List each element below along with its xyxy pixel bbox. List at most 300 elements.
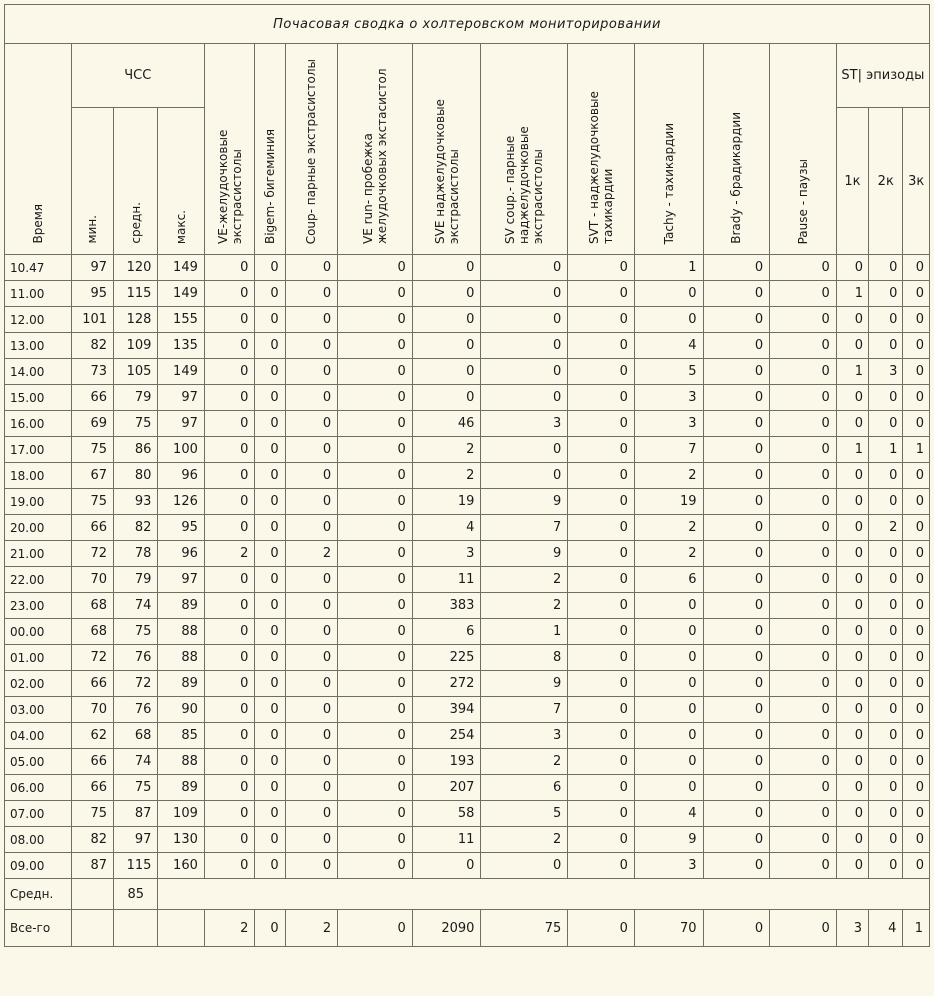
cell-ve-run: 0 xyxy=(338,827,413,853)
cell-st-3: 0 xyxy=(903,359,930,385)
cell-time: 12.00 xyxy=(5,307,72,333)
cell-sv-coup: 0 xyxy=(481,281,568,307)
cell-ve: 0 xyxy=(204,619,254,645)
cell-ve: 0 xyxy=(204,593,254,619)
cell-ve-run: 0 xyxy=(338,463,413,489)
cell-ve-run: 0 xyxy=(338,437,413,463)
header-hr-max xyxy=(158,108,204,255)
cell-st-1: 0 xyxy=(836,593,868,619)
cell-bigem: 0 xyxy=(255,697,285,723)
cell-sve: 225 xyxy=(412,645,481,671)
total-cell-st-1: 3 xyxy=(836,910,868,947)
cell-st-1: 1 xyxy=(836,437,868,463)
cell-brady: 0 xyxy=(703,411,770,437)
cell-hr-max: 97 xyxy=(158,385,204,411)
cell-hr-max: 97 xyxy=(158,567,204,593)
header-hr-min-label: мин. xyxy=(85,215,100,244)
table-row xyxy=(5,619,930,645)
cell-hr-min: 67 xyxy=(71,463,113,489)
header-ve-label: VE-желудочковые экстрасистолы xyxy=(215,129,244,244)
cell-st-1: 0 xyxy=(836,775,868,801)
cell-time: 15.00 xyxy=(5,385,72,411)
cell-st-1: 0 xyxy=(836,827,868,853)
header-time xyxy=(5,44,72,255)
cell-st-2: 0 xyxy=(869,281,903,307)
cell-coup: 0 xyxy=(285,281,337,307)
cell-sv-coup: 0 xyxy=(481,463,568,489)
cell-hr-max: 95 xyxy=(158,515,204,541)
cell-hr-min: 101 xyxy=(71,307,113,333)
cell-bigem: 0 xyxy=(255,827,285,853)
table-row xyxy=(5,593,930,619)
cell-st-1: 0 xyxy=(836,515,868,541)
cell-time: 13.00 xyxy=(5,333,72,359)
cell-sv-coup: 0 xyxy=(481,359,568,385)
cell-hr-max: 89 xyxy=(158,593,204,619)
cell-hr-min: 66 xyxy=(71,775,113,801)
cell-brady: 0 xyxy=(703,255,770,281)
total-cell-st-2: 4 xyxy=(869,910,903,947)
cell-tachy: 3 xyxy=(634,853,703,879)
cell-tachy: 1 xyxy=(634,255,703,281)
table-row xyxy=(5,671,930,697)
cell-ve-run: 0 xyxy=(338,801,413,827)
cell-brady: 0 xyxy=(703,567,770,593)
cell-hr-avg: 87 xyxy=(114,801,158,827)
total-cell-hr-avg xyxy=(114,910,158,947)
cell-ve: 0 xyxy=(204,307,254,333)
cell-st-1: 0 xyxy=(836,411,868,437)
cell-svt: 0 xyxy=(568,255,635,281)
cell-hr-avg: 74 xyxy=(114,749,158,775)
cell-st-3: 0 xyxy=(903,385,930,411)
cell-hr-max: 149 xyxy=(158,255,204,281)
cell-ve: 0 xyxy=(204,255,254,281)
header-st-group: ST| эпизоды xyxy=(836,44,929,108)
header-ve-run xyxy=(338,44,413,255)
header-brady xyxy=(703,44,770,255)
table-row xyxy=(5,463,930,489)
cell-svt: 0 xyxy=(568,775,635,801)
cell-ve: 0 xyxy=(204,827,254,853)
header-st-3: 3к xyxy=(903,108,930,255)
cell-st-2: 0 xyxy=(869,749,903,775)
total-cell-time: Все-го xyxy=(5,910,72,947)
cell-bigem: 0 xyxy=(255,567,285,593)
cell-time: 23.00 xyxy=(5,593,72,619)
header-bigem-label: Bigem- бигеминия xyxy=(262,128,277,244)
cell-hr-avg: 76 xyxy=(114,645,158,671)
table-row xyxy=(5,697,930,723)
cell-pause: 0 xyxy=(770,723,837,749)
header-hr-group: ЧСС xyxy=(71,44,204,108)
cell-tachy: 5 xyxy=(634,359,703,385)
cell-svt: 0 xyxy=(568,359,635,385)
cell-hr-min: 75 xyxy=(71,489,113,515)
total-cell-hr-max xyxy=(158,910,204,947)
header-tachy xyxy=(634,44,703,255)
table-row xyxy=(5,333,930,359)
cell-time: 16.00 xyxy=(5,411,72,437)
cell-brady: 0 xyxy=(703,307,770,333)
cell-tachy: 2 xyxy=(634,463,703,489)
table-row xyxy=(5,307,930,333)
cell-svt: 0 xyxy=(568,853,635,879)
cell-time: 02.00 xyxy=(5,671,72,697)
average-empty-rest xyxy=(158,879,930,910)
cell-time: 20.00 xyxy=(5,515,72,541)
cell-brady: 0 xyxy=(703,515,770,541)
cell-ve: 0 xyxy=(204,463,254,489)
header-hr-avg xyxy=(114,108,158,255)
cell-sv-coup: 2 xyxy=(481,567,568,593)
table-body xyxy=(5,255,930,879)
cell-sve: 0 xyxy=(412,255,481,281)
cell-coup: 0 xyxy=(285,619,337,645)
cell-tachy: 0 xyxy=(634,281,703,307)
cell-st-2: 3 xyxy=(869,359,903,385)
cell-sve: 11 xyxy=(412,567,481,593)
cell-coup: 2 xyxy=(285,541,337,567)
cell-hr-max: 155 xyxy=(158,307,204,333)
cell-hr-max: 149 xyxy=(158,359,204,385)
cell-time: 01.00 xyxy=(5,645,72,671)
cell-ve-run: 0 xyxy=(338,749,413,775)
cell-ve-run: 0 xyxy=(338,619,413,645)
header-coup-label: Coup- парные экстрасистолы xyxy=(304,58,319,244)
cell-brady: 0 xyxy=(703,645,770,671)
cell-brady: 0 xyxy=(703,697,770,723)
header-sv-coup-label: SV coup.- парные наджелудочковые экстрасистолы xyxy=(503,126,546,244)
cell-bigem: 0 xyxy=(255,307,285,333)
cell-hr-max: 149 xyxy=(158,281,204,307)
table-row xyxy=(5,515,930,541)
cell-bigem: 0 xyxy=(255,437,285,463)
cell-sve: 193 xyxy=(412,749,481,775)
cell-sve: 58 xyxy=(412,801,481,827)
cell-brady: 0 xyxy=(703,541,770,567)
cell-svt: 0 xyxy=(568,281,635,307)
cell-sve: 11 xyxy=(412,827,481,853)
header-svt-label: SVT - наджелудочковые тахикардии xyxy=(587,91,616,244)
cell-hr-avg: 82 xyxy=(114,515,158,541)
cell-sv-coup: 1 xyxy=(481,619,568,645)
cell-sv-coup: 2 xyxy=(481,593,568,619)
cell-ve: 0 xyxy=(204,567,254,593)
cell-hr-min: 66 xyxy=(71,749,113,775)
cell-sv-coup: 9 xyxy=(481,671,568,697)
cell-sve: 254 xyxy=(412,723,481,749)
cell-time: 22.00 xyxy=(5,567,72,593)
cell-tachy: 0 xyxy=(634,697,703,723)
cell-coup: 0 xyxy=(285,255,337,281)
table-row xyxy=(5,385,930,411)
table-row xyxy=(5,255,930,281)
cell-bigem: 0 xyxy=(255,359,285,385)
cell-ve: 0 xyxy=(204,385,254,411)
total-cell-ve-run: 0 xyxy=(338,910,413,947)
table-row xyxy=(5,567,930,593)
table-row xyxy=(5,749,930,775)
cell-bigem: 0 xyxy=(255,463,285,489)
cell-sve: 383 xyxy=(412,593,481,619)
cell-st-1: 0 xyxy=(836,749,868,775)
cell-hr-min: 97 xyxy=(71,255,113,281)
cell-ve: 0 xyxy=(204,333,254,359)
cell-pause: 0 xyxy=(770,775,837,801)
cell-hr-avg: 79 xyxy=(114,385,158,411)
cell-hr-min: 69 xyxy=(71,411,113,437)
cell-st-3: 0 xyxy=(903,489,930,515)
cell-hr-max: 109 xyxy=(158,801,204,827)
cell-pause: 0 xyxy=(770,749,837,775)
cell-coup: 0 xyxy=(285,853,337,879)
cell-st-3: 0 xyxy=(903,593,930,619)
cell-svt: 0 xyxy=(568,567,635,593)
total-cell-sv-coup: 75 xyxy=(481,910,568,947)
cell-coup: 0 xyxy=(285,463,337,489)
cell-sve: 0 xyxy=(412,281,481,307)
table-row xyxy=(5,827,930,853)
cell-ve-run: 0 xyxy=(338,281,413,307)
total-cell-svt: 0 xyxy=(568,910,635,947)
cell-hr-max: 96 xyxy=(158,463,204,489)
cell-ve: 0 xyxy=(204,749,254,775)
cell-ve: 0 xyxy=(204,801,254,827)
cell-ve-run: 0 xyxy=(338,645,413,671)
cell-st-3: 0 xyxy=(903,645,930,671)
cell-time: 03.00 xyxy=(5,697,72,723)
cell-pause: 0 xyxy=(770,437,837,463)
cell-hr-min: 75 xyxy=(71,437,113,463)
table-row xyxy=(5,723,930,749)
cell-ve: 0 xyxy=(204,671,254,697)
header-ve-run-label: VE run- пробежка желудочковых экстасистол xyxy=(360,68,389,244)
total-cell-tachy: 70 xyxy=(634,910,703,947)
cell-time: 19.00 xyxy=(5,489,72,515)
header-brady-label: Brady - брадикардии xyxy=(729,112,744,244)
cell-tachy: 2 xyxy=(634,541,703,567)
header-sve xyxy=(412,44,481,255)
cell-st-2: 0 xyxy=(869,801,903,827)
cell-sv-coup: 3 xyxy=(481,723,568,749)
cell-time: 18.00 xyxy=(5,463,72,489)
cell-st-2: 0 xyxy=(869,463,903,489)
cell-sv-coup: 6 xyxy=(481,775,568,801)
cell-pause: 0 xyxy=(770,333,837,359)
cell-ve: 2 xyxy=(204,541,254,567)
cell-sv-coup: 0 xyxy=(481,255,568,281)
cell-brady: 0 xyxy=(703,281,770,307)
cell-st-2: 0 xyxy=(869,671,903,697)
total-cell-st-3: 1 xyxy=(903,910,930,947)
cell-sve: 0 xyxy=(412,333,481,359)
cell-bigem: 0 xyxy=(255,775,285,801)
cell-sve: 19 xyxy=(412,489,481,515)
cell-hr-min: 66 xyxy=(71,515,113,541)
cell-time: 06.00 xyxy=(5,775,72,801)
cell-ve-run: 0 xyxy=(338,671,413,697)
cell-st-1: 0 xyxy=(836,645,868,671)
cell-st-1: 0 xyxy=(836,619,868,645)
cell-ve: 0 xyxy=(204,281,254,307)
cell-coup: 0 xyxy=(285,515,337,541)
cell-tachy: 0 xyxy=(634,775,703,801)
cell-st-3: 1 xyxy=(903,437,930,463)
cell-coup: 0 xyxy=(285,593,337,619)
cell-hr-max: 88 xyxy=(158,619,204,645)
cell-pause: 0 xyxy=(770,697,837,723)
cell-hr-min: 66 xyxy=(71,385,113,411)
cell-ve-run: 0 xyxy=(338,541,413,567)
cell-sv-coup: 9 xyxy=(481,489,568,515)
cell-hr-min: 72 xyxy=(71,541,113,567)
cell-bigem: 0 xyxy=(255,593,285,619)
cell-st-2: 0 xyxy=(869,307,903,333)
table-row xyxy=(5,489,930,515)
cell-brady: 0 xyxy=(703,723,770,749)
cell-svt: 0 xyxy=(568,463,635,489)
cell-sve: 0 xyxy=(412,307,481,333)
cell-ve-run: 0 xyxy=(338,853,413,879)
cell-coup: 0 xyxy=(285,749,337,775)
cell-st-3: 0 xyxy=(903,463,930,489)
cell-ve-run: 0 xyxy=(338,359,413,385)
cell-coup: 0 xyxy=(285,775,337,801)
cell-st-3: 0 xyxy=(903,723,930,749)
cell-svt: 0 xyxy=(568,645,635,671)
cell-bigem: 0 xyxy=(255,645,285,671)
cell-coup: 0 xyxy=(285,723,337,749)
cell-st-2: 0 xyxy=(869,541,903,567)
cell-st-1: 0 xyxy=(836,801,868,827)
cell-time: 17.00 xyxy=(5,437,72,463)
cell-ve-run: 0 xyxy=(338,307,413,333)
cell-sv-coup: 0 xyxy=(481,385,568,411)
cell-st-2: 2 xyxy=(869,515,903,541)
cell-st-2: 0 xyxy=(869,827,903,853)
cell-st-1: 0 xyxy=(836,723,868,749)
cell-sve: 2 xyxy=(412,463,481,489)
cell-pause: 0 xyxy=(770,515,837,541)
cell-coup: 0 xyxy=(285,489,337,515)
table-row xyxy=(5,645,930,671)
cell-ve-run: 0 xyxy=(338,723,413,749)
cell-brady: 0 xyxy=(703,749,770,775)
cell-pause: 0 xyxy=(770,541,837,567)
cell-hr-min: 68 xyxy=(71,619,113,645)
cell-ve-run: 0 xyxy=(338,411,413,437)
cell-coup: 0 xyxy=(285,697,337,723)
cell-ve-run: 0 xyxy=(338,775,413,801)
cell-st-3: 0 xyxy=(903,515,930,541)
cell-hr-min: 68 xyxy=(71,593,113,619)
table-row xyxy=(5,541,930,567)
cell-tachy: 4 xyxy=(634,333,703,359)
holter-summary-table xyxy=(4,4,930,947)
cell-ve: 0 xyxy=(204,489,254,515)
cell-st-3: 0 xyxy=(903,619,930,645)
cell-hr-avg: 76 xyxy=(114,697,158,723)
cell-sv-coup: 0 xyxy=(481,853,568,879)
cell-sve: 46 xyxy=(412,411,481,437)
cell-coup: 0 xyxy=(285,645,337,671)
cell-hr-avg: 74 xyxy=(114,593,158,619)
cell-sve: 0 xyxy=(412,385,481,411)
cell-hr-min: 75 xyxy=(71,801,113,827)
cell-hr-avg: 115 xyxy=(114,853,158,879)
cell-ve: 0 xyxy=(204,775,254,801)
cell-hr-avg: 75 xyxy=(114,775,158,801)
cell-bigem: 0 xyxy=(255,723,285,749)
cell-st-3: 0 xyxy=(903,853,930,879)
total-cell-sve: 2090 xyxy=(412,910,481,947)
cell-hr-max: 97 xyxy=(158,411,204,437)
cell-sv-coup: 0 xyxy=(481,437,568,463)
cell-sve: 207 xyxy=(412,775,481,801)
header-pause-label: Pause - паузы xyxy=(795,158,810,244)
cell-tachy: 6 xyxy=(634,567,703,593)
cell-ve: 0 xyxy=(204,697,254,723)
cell-sve: 394 xyxy=(412,697,481,723)
cell-tachy: 0 xyxy=(634,307,703,333)
cell-bigem: 0 xyxy=(255,515,285,541)
cell-ve-run: 0 xyxy=(338,515,413,541)
cell-bigem: 0 xyxy=(255,333,285,359)
cell-hr-max: 90 xyxy=(158,697,204,723)
cell-svt: 0 xyxy=(568,333,635,359)
cell-coup: 0 xyxy=(285,333,337,359)
cell-st-1: 1 xyxy=(836,281,868,307)
cell-hr-avg: 86 xyxy=(114,437,158,463)
cell-st-3: 0 xyxy=(903,333,930,359)
cell-brady: 0 xyxy=(703,489,770,515)
cell-hr-min: 70 xyxy=(71,567,113,593)
cell-sv-coup: 2 xyxy=(481,749,568,775)
total-cell-ve: 2 xyxy=(204,910,254,947)
cell-brady: 0 xyxy=(703,359,770,385)
table-row xyxy=(5,437,930,463)
cell-pause: 0 xyxy=(770,489,837,515)
cell-coup: 0 xyxy=(285,359,337,385)
header-st-1: 1к xyxy=(836,108,868,255)
cell-ve: 0 xyxy=(204,853,254,879)
cell-sve: 0 xyxy=(412,359,481,385)
cell-coup: 0 xyxy=(285,567,337,593)
cell-bigem: 0 xyxy=(255,671,285,697)
table-row xyxy=(5,801,930,827)
cell-ve: 0 xyxy=(204,723,254,749)
cell-brady: 0 xyxy=(703,619,770,645)
cell-svt: 0 xyxy=(568,723,635,749)
cell-hr-min: 62 xyxy=(71,723,113,749)
cell-st-1: 0 xyxy=(836,255,868,281)
total-cell-brady: 0 xyxy=(703,910,770,947)
cell-ve: 0 xyxy=(204,437,254,463)
average-label: Средн. xyxy=(5,879,72,910)
cell-svt: 0 xyxy=(568,411,635,437)
cell-coup: 0 xyxy=(285,671,337,697)
cell-hr-max: 130 xyxy=(158,827,204,853)
cell-bigem: 0 xyxy=(255,853,285,879)
cell-time: 21.00 xyxy=(5,541,72,567)
cell-st-2: 0 xyxy=(869,697,903,723)
cell-hr-min: 82 xyxy=(71,333,113,359)
cell-hr-max: 85 xyxy=(158,723,204,749)
cell-st-1: 0 xyxy=(836,541,868,567)
cell-pause: 0 xyxy=(770,801,837,827)
cell-sv-coup: 3 xyxy=(481,411,568,437)
